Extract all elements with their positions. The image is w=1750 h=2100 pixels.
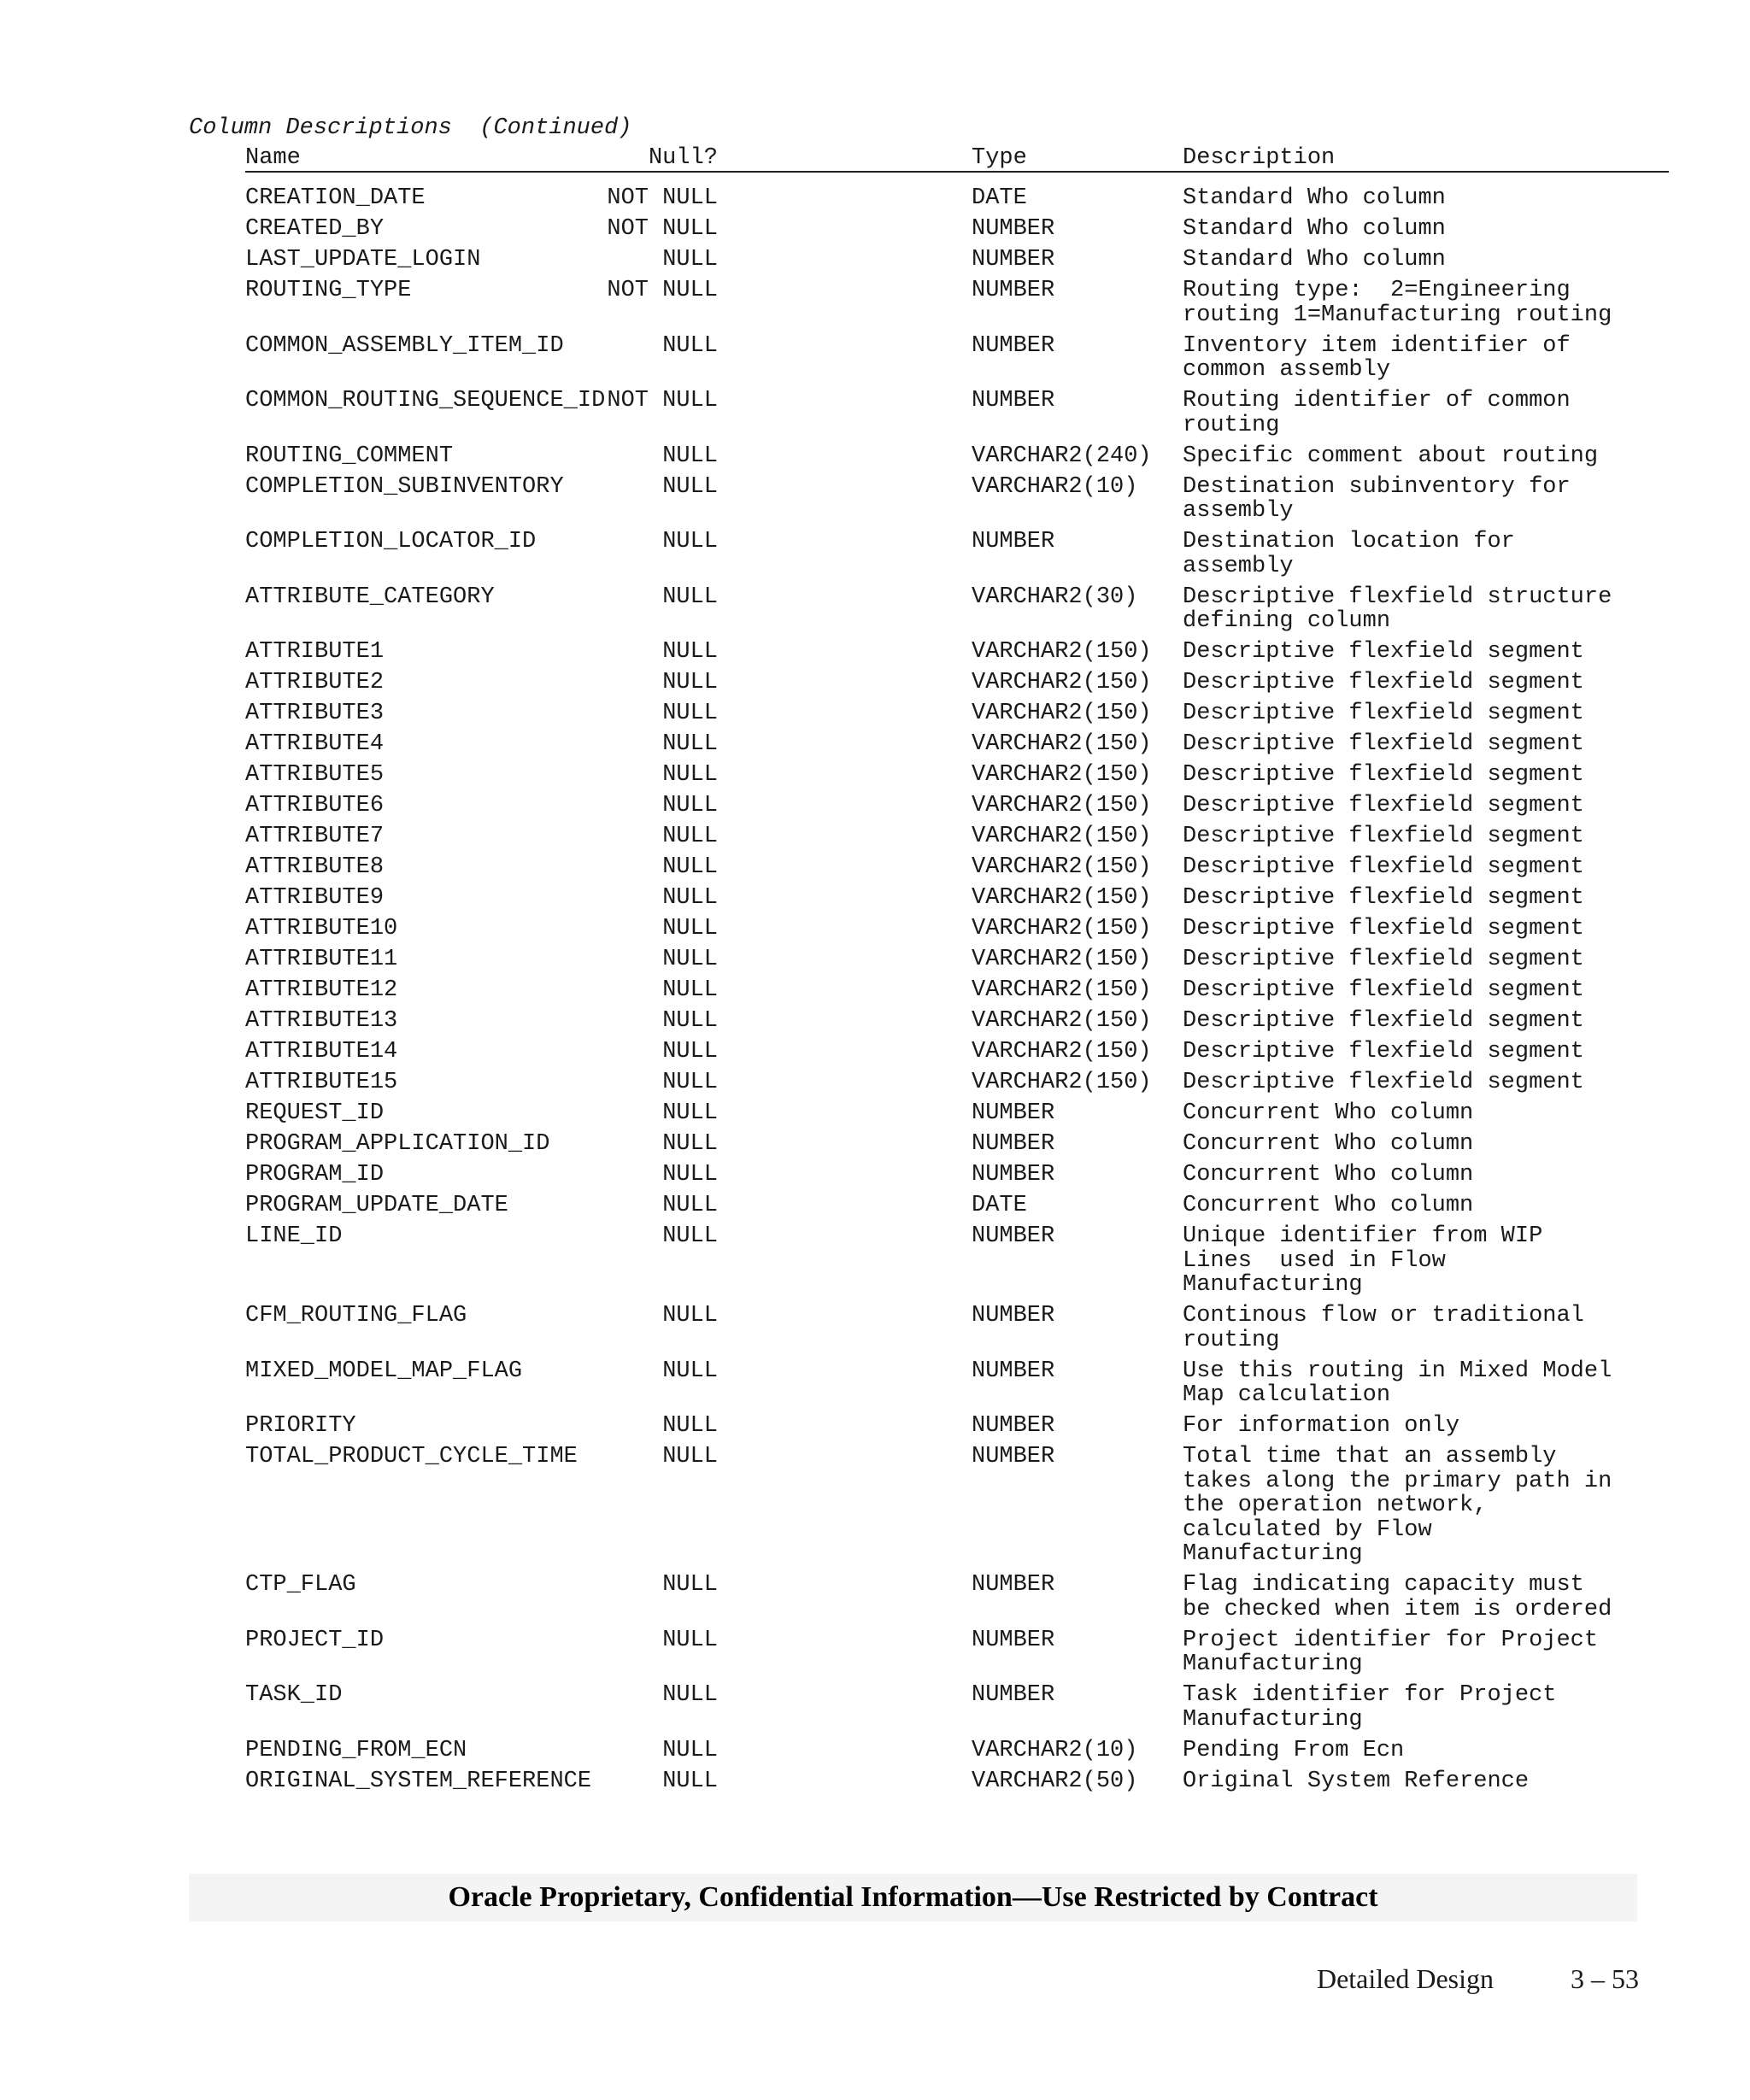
column-type: VARCHAR2(150) <box>972 854 1152 880</box>
description-line: Total time that an assembly <box>1183 1444 1557 1469</box>
description-line: takes along the primary path in <box>1183 1468 1612 1494</box>
column-name: PROJECT_ID <box>245 1627 385 1653</box>
column-type: VARCHAR2(150) <box>972 639 1152 665</box>
column-description <box>1183 1224 1669 1298</box>
table-row <box>245 530 1669 578</box>
description-line: Map calculation <box>1183 1382 1391 1408</box>
confidentiality-notice: Oracle Proprietary, Confidential Information––Use Restricted by Contract <box>448 1881 1378 1913</box>
column-nullability: NULL <box>662 1627 718 1653</box>
column-description <box>1183 1769 1669 1794</box>
column-description <box>1183 475 1669 524</box>
column-nullability: NULL <box>662 529 718 554</box>
header-name: Name <box>245 145 301 171</box>
column-nullability: NULL <box>662 1193 718 1218</box>
column-nullability: NULL <box>662 793 718 818</box>
column-type: VARCHAR2(150) <box>972 670 1152 695</box>
description-line: Routing identifier of common <box>1183 388 1571 414</box>
column-nullability: NULL <box>662 854 718 880</box>
column-type: VARCHAR2(150) <box>972 1070 1152 1095</box>
table-row <box>245 1101 1669 1126</box>
column-nullability: NULL <box>662 584 718 610</box>
column-name: ATTRIBUTE1 <box>245 639 385 665</box>
column-nullability: NULL <box>662 1162 718 1188</box>
column-type: DATE <box>972 1193 1027 1218</box>
column-nullability: NULL <box>662 1413 718 1439</box>
description-line: Standard Who column <box>1183 216 1446 242</box>
column-name: ROUTING_TYPE <box>245 278 412 303</box>
column-nullability: NULL <box>662 443 718 469</box>
column-description <box>1183 763 1669 788</box>
description-line: routing <box>1183 412 1280 438</box>
table-header <box>245 145 1669 173</box>
column-description <box>1183 671 1669 695</box>
description-line: common assembly <box>1183 357 1391 383</box>
column-nullability: NULL <box>662 1737 718 1763</box>
table-row <box>245 1071 1669 1095</box>
table-row <box>245 1040 1669 1065</box>
column-type: NUMBER <box>972 1303 1055 1329</box>
column-type: NUMBER <box>972 529 1055 554</box>
column-description <box>1183 917 1669 941</box>
column-type: DATE <box>972 185 1027 211</box>
column-name: ATTRIBUTE10 <box>245 916 398 941</box>
table-row <box>245 763 1669 788</box>
column-name: ATTRIBUTE9 <box>245 885 385 911</box>
table-row <box>245 1132 1669 1157</box>
column-description <box>1183 444 1669 469</box>
column-nullability: NULL <box>662 1768 718 1794</box>
description-line: Concurrent Who column <box>1183 1193 1474 1218</box>
column-nullability: NULL <box>662 762 718 788</box>
description-line: Descriptive flexfield segment <box>1183 1070 1584 1095</box>
column-name: COMMON_ROUTING_SEQUENCE_ID <box>245 388 606 414</box>
table-row <box>245 217 1669 242</box>
column-description <box>1183 389 1669 437</box>
description-line: Manufacturing <box>1183 1706 1363 1733</box>
header-description: Description <box>1183 145 1336 171</box>
description-line: Descriptive flexfield segment <box>1183 854 1584 880</box>
description-line: Destination location for <box>1183 529 1515 554</box>
description-line: Manufacturing <box>1183 1651 1363 1677</box>
description-line: Descriptive flexfield segment <box>1183 762 1584 788</box>
column-name: CFM_ROUTING_FLAG <box>245 1303 467 1329</box>
column-name: COMPLETION_LOCATOR_ID <box>245 529 537 554</box>
column-name: ATTRIBUTE12 <box>245 977 398 1003</box>
column-nullability: NULL <box>662 473 718 500</box>
column-description <box>1183 1573 1669 1622</box>
table-row <box>245 1739 1669 1763</box>
column-description <box>1183 824 1669 849</box>
header-null: Null? <box>648 145 718 171</box>
description-line: defining column <box>1183 608 1391 634</box>
column-type: VARCHAR2(150) <box>972 701 1152 726</box>
table-row <box>245 1445 1669 1567</box>
column-description <box>1183 1163 1669 1188</box>
table-row <box>245 824 1669 849</box>
column-nullability: NOT NULL <box>607 388 718 414</box>
description-line: the operation network, <box>1183 1493 1488 1518</box>
column-name: ATTRIBUTE2 <box>245 670 385 695</box>
column-name: MIXED_MODEL_MAP_FLAG <box>245 1358 523 1384</box>
column-name: PROGRAM_APPLICATION_ID <box>245 1131 550 1157</box>
column-name: ATTRIBUTE14 <box>245 1039 398 1065</box>
column-description <box>1183 1739 1669 1763</box>
column-type: VARCHAR2(150) <box>972 824 1152 849</box>
description-line: Lines used in Flow <box>1183 1247 1446 1274</box>
column-description <box>1183 640 1669 665</box>
description-line: Flag indicating capacity must <box>1183 1572 1584 1598</box>
column-name: ATTRIBUTE6 <box>245 793 385 818</box>
table-row <box>245 1304 1669 1352</box>
column-name: ATTRIBUTE13 <box>245 1008 398 1034</box>
column-name: ATTRIBUTE15 <box>245 1070 398 1095</box>
description-line: Descriptive flexfield segment <box>1183 670 1584 695</box>
description-line: Manufacturing <box>1183 1272 1363 1298</box>
description-line: Descriptive flexfield segment <box>1183 916 1584 941</box>
description-line: Destination subinventory for <box>1183 473 1571 500</box>
column-type: NUMBER <box>972 1162 1055 1188</box>
column-description <box>1183 886 1669 911</box>
column-type: NUMBER <box>972 1572 1055 1598</box>
column-nullability: NULL <box>662 332 718 359</box>
column-description <box>1183 1071 1669 1095</box>
column-type: VARCHAR2(50) <box>972 1768 1138 1794</box>
description-line: Descriptive flexfield segment <box>1183 701 1584 726</box>
column-name: TASK_ID <box>245 1682 343 1708</box>
column-description <box>1183 1132 1669 1157</box>
column-name: COMPLETION_SUBINVENTORY <box>245 473 564 500</box>
table-row <box>245 444 1669 469</box>
table-row <box>245 978 1669 1003</box>
description-line: Descriptive flexfield structure <box>1183 584 1612 610</box>
column-name: ATTRIBUTE3 <box>245 701 385 726</box>
column-nullability: NULL <box>662 1303 718 1329</box>
description-line: Descriptive flexfield segment <box>1183 1008 1584 1034</box>
description-line: Descriptive flexfield segment <box>1183 824 1584 849</box>
column-nullability: NULL <box>662 916 718 941</box>
column-description <box>1183 1101 1669 1126</box>
column-nullability: NULL <box>662 1100 718 1126</box>
column-name: ROUTING_COMMENT <box>245 443 454 469</box>
table-row <box>245 248 1669 273</box>
description-line: Descriptive flexfield segment <box>1183 977 1584 1003</box>
column-nullability: NULL <box>662 639 718 665</box>
description-line: Routing type: 2=Engineering <box>1183 278 1571 303</box>
description-line: Standard Who column <box>1183 185 1446 211</box>
description-line: Concurrent Who column <box>1183 1131 1474 1157</box>
column-type: NUMBER <box>972 1100 1055 1126</box>
column-name: CREATED_BY <box>245 216 385 242</box>
column-description <box>1183 855 1669 880</box>
column-type: NUMBER <box>972 1627 1055 1653</box>
column-description <box>1183 794 1669 818</box>
column-type: VARCHAR2(150) <box>972 977 1152 1003</box>
confidentiality-banner <box>189 1874 1637 1921</box>
description-line: For information only <box>1183 1413 1460 1439</box>
column-name: LAST_UPDATE_LOGIN <box>245 247 481 273</box>
description-line: Concurrent Who column <box>1183 1162 1474 1188</box>
column-nullability: NULL <box>662 1131 718 1157</box>
column-type: VARCHAR2(10) <box>972 473 1138 500</box>
column-type: VARCHAR2(150) <box>972 885 1152 911</box>
column-name: LINE_ID <box>245 1223 343 1249</box>
column-name: PENDING_FROM_ECN <box>245 1737 467 1763</box>
column-name: ATTRIBUTE5 <box>245 762 385 788</box>
description-line: Unique identifier from WIP <box>1183 1223 1543 1249</box>
description-line: Project identifier for Project <box>1183 1627 1599 1653</box>
column-nullability: NULL <box>662 947 718 972</box>
description-line: Task identifier for Project <box>1183 1682 1557 1708</box>
description-line: Use this routing in Mixed Model <box>1183 1358 1612 1384</box>
column-nullability: NOT NULL <box>607 185 718 211</box>
column-name: PROGRAM_UPDATE_DATE <box>245 1193 508 1218</box>
column-type: VARCHAR2(150) <box>972 1008 1152 1034</box>
table-body <box>245 186 1669 1793</box>
description-line: Descriptive flexfield segment <box>1183 1039 1584 1065</box>
description-line: Standard Who column <box>1183 247 1446 273</box>
column-nullability: NULL <box>662 1682 718 1708</box>
table-row <box>245 917 1669 941</box>
description-line: assembly <box>1183 553 1294 579</box>
column-type: NUMBER <box>972 332 1055 359</box>
column-type: NUMBER <box>972 388 1055 414</box>
table-row <box>245 1194 1669 1218</box>
column-type: NUMBER <box>972 278 1055 303</box>
column-name: TOTAL_PRODUCT_CYCLE_TIME <box>245 1444 578 1469</box>
description-line: Specific comment about routing <box>1183 443 1599 469</box>
description-line: Inventory item identifier of <box>1183 332 1571 359</box>
description-line: assembly <box>1183 498 1294 524</box>
table-row <box>245 279 1669 327</box>
column-description <box>1183 947 1669 972</box>
column-type: NUMBER <box>972 1413 1055 1439</box>
column-type: VARCHAR2(150) <box>972 762 1152 788</box>
column-name: ATTRIBUTE_CATEGORY <box>245 584 495 610</box>
table-row <box>245 1769 1669 1794</box>
column-type: NUMBER <box>972 1682 1055 1708</box>
column-description <box>1183 1194 1669 1218</box>
column-description <box>1183 1304 1669 1352</box>
column-type: NUMBER <box>972 1223 1055 1249</box>
table-row <box>245 855 1669 880</box>
column-type: VARCHAR2(30) <box>972 584 1138 610</box>
description-line: Manufacturing <box>1183 1541 1363 1567</box>
column-nullability: NULL <box>662 247 718 273</box>
table-row <box>245 1224 1669 1298</box>
description-line: Descriptive flexfield segment <box>1183 947 1584 972</box>
table-row <box>245 701 1669 726</box>
column-nullability: NULL <box>662 701 718 726</box>
column-nullability: NULL <box>662 885 718 911</box>
table-row <box>245 640 1669 665</box>
column-description <box>1183 1628 1669 1677</box>
column-nullability: NULL <box>662 1572 718 1598</box>
column-descriptions-table <box>245 145 1669 1793</box>
column-name: PROGRAM_ID <box>245 1162 385 1188</box>
column-type: NUMBER <box>972 1444 1055 1469</box>
column-description <box>1183 279 1669 327</box>
column-nullability: NULL <box>662 731 718 757</box>
description-line: Continous flow or traditional <box>1183 1303 1584 1329</box>
section-heading: Column Descriptions (Continued) <box>189 115 632 141</box>
column-name: CREATION_DATE <box>245 185 426 211</box>
description-line: routing <box>1183 1327 1280 1353</box>
table-row <box>245 1573 1669 1622</box>
table-row <box>245 1163 1669 1188</box>
table-row <box>245 186 1669 211</box>
column-type: VARCHAR2(150) <box>972 793 1152 818</box>
description-line: routing 1=Manufacturing routing <box>1183 302 1612 328</box>
description-line: Original System Reference <box>1183 1768 1530 1794</box>
column-type: VARCHAR2(10) <box>972 1737 1138 1763</box>
column-description <box>1183 248 1669 273</box>
column-type: NUMBER <box>972 1131 1055 1157</box>
column-type: VARCHAR2(150) <box>972 916 1152 941</box>
column-nullability: NULL <box>662 1039 718 1065</box>
column-nullability: NULL <box>662 1070 718 1095</box>
column-description <box>1183 701 1669 726</box>
description-line: calculated by Flow <box>1183 1516 1432 1543</box>
table-row <box>245 732 1669 757</box>
column-type: VARCHAR2(150) <box>972 947 1152 972</box>
table-row <box>245 1414 1669 1439</box>
column-description <box>1183 186 1669 211</box>
column-name: ATTRIBUTE7 <box>245 824 385 849</box>
table-row <box>245 671 1669 695</box>
column-description <box>1183 334 1669 383</box>
description-line: Descriptive flexfield segment <box>1183 885 1584 911</box>
description-line: Descriptive flexfield segment <box>1183 639 1584 665</box>
column-description <box>1183 217 1669 242</box>
column-description <box>1183 1445 1669 1567</box>
column-name: COMMON_ASSEMBLY_ITEM_ID <box>245 332 564 359</box>
column-type: NUMBER <box>972 1358 1055 1384</box>
column-name: REQUEST_ID <box>245 1100 385 1126</box>
column-nullability: NULL <box>662 670 718 695</box>
table-row <box>245 585 1669 634</box>
column-description <box>1183 1009 1669 1034</box>
column-description <box>1183 1359 1669 1408</box>
table-row <box>245 886 1669 911</box>
description-line: Descriptive flexfield segment <box>1183 793 1584 818</box>
table-row <box>245 1009 1669 1034</box>
column-description <box>1183 585 1669 634</box>
column-type: VARCHAR2(150) <box>972 731 1152 757</box>
column-name: PRIORITY <box>245 1413 356 1439</box>
column-name: ATTRIBUTE11 <box>245 947 398 972</box>
page-section-title: Detailed Design <box>1316 1963 1494 1994</box>
table-row <box>245 1683 1669 1732</box>
column-type: NUMBER <box>972 216 1055 242</box>
page-number: 3 – 53 <box>1571 1963 1639 1994</box>
table-row <box>245 389 1669 437</box>
description-line: Pending From Ecn <box>1183 1737 1405 1763</box>
column-nullability: NULL <box>662 1358 718 1384</box>
header-type: Type <box>972 145 1027 171</box>
table-row <box>245 1359 1669 1408</box>
column-name: ORIGINAL_SYSTEM_REFERENCE <box>245 1768 592 1794</box>
table-row <box>245 794 1669 818</box>
column-nullability: NULL <box>662 977 718 1003</box>
column-nullability: NOT NULL <box>607 278 718 303</box>
column-description <box>1183 1414 1669 1439</box>
description-line: Descriptive flexfield segment <box>1183 731 1584 757</box>
table-row <box>245 947 1669 972</box>
column-nullability: NULL <box>662 1223 718 1249</box>
column-description <box>1183 1040 1669 1065</box>
column-nullability: NULL <box>662 1008 718 1034</box>
column-type: VARCHAR2(240) <box>972 443 1152 469</box>
column-description <box>1183 1683 1669 1732</box>
column-name: ATTRIBUTE4 <box>245 731 385 757</box>
column-nullability: NOT NULL <box>607 216 718 242</box>
description-line: be checked when item is ordered <box>1183 1596 1612 1622</box>
table-row <box>245 334 1669 383</box>
column-description <box>1183 530 1669 578</box>
table-row <box>245 475 1669 524</box>
column-nullability: NULL <box>662 1444 718 1469</box>
column-name: ATTRIBUTE8 <box>245 854 385 880</box>
column-description <box>1183 732 1669 757</box>
column-type: NUMBER <box>972 247 1055 273</box>
column-nullability: NULL <box>662 824 718 849</box>
column-description <box>1183 978 1669 1003</box>
description-line: Concurrent Who column <box>1183 1100 1474 1126</box>
column-type: VARCHAR2(150) <box>972 1039 1152 1065</box>
column-name: CTP_FLAG <box>245 1572 356 1598</box>
table-row <box>245 1628 1669 1677</box>
